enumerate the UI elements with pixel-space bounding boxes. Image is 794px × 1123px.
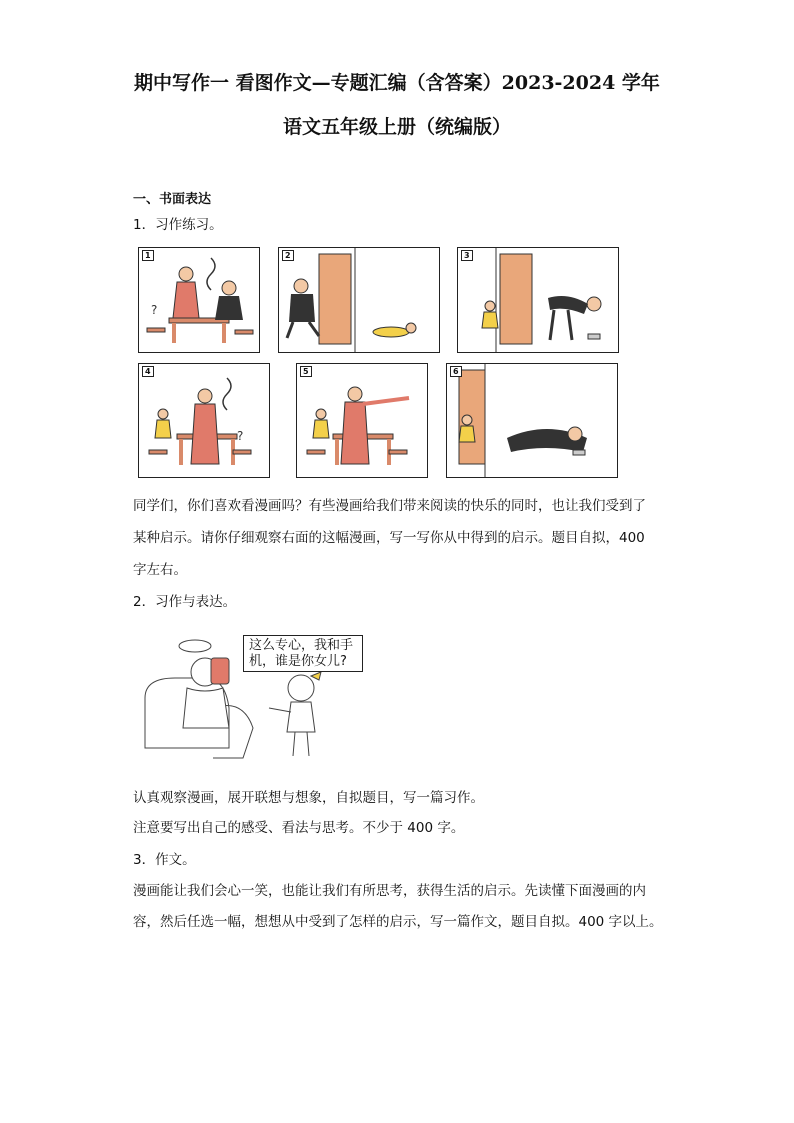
q3-label: 3．作文。 [133, 852, 196, 868]
document-title-line2: 语文五年级上册（统编版） [282, 116, 511, 138]
q1-text-line1: 同学们，你们喜欢看漫画吗？有些漫画给我们带来阅读的快乐的同时，也让我们受到了 [133, 498, 646, 514]
q3-text-line2: 容，然后任选一幅，想想从中受到了怎样的启示，写一篇作文，题目自拟。400 字以上。 [133, 914, 663, 930]
q2-text-line1: 认真观察漫画，展开联想与想象，自拟题目，写一篇习作。 [133, 790, 484, 806]
panel-number: 5 [300, 366, 312, 377]
section-heading: 一、书面表达 [133, 192, 212, 207]
q3-text-line1: 漫画能让我们会心一笑，也能让我们有所思考，获得生活的启示。先读懂下面漫画的内 [133, 883, 646, 899]
q1-label: 1．习作练习。 [133, 217, 223, 233]
speech-bubble-line1: 这么专心，我和手 [249, 638, 354, 653]
panel-number: 3 [461, 250, 473, 261]
comic-panel-1 [138, 247, 260, 353]
panel-number: 4 [142, 366, 154, 377]
q1-text-line2: 某种启示。请你仔细观察右面的这幅漫画，写一写你从中得到的启示。题目自拟，400 [133, 530, 645, 546]
svg-text:?: ? [237, 429, 244, 443]
comic-panel-3 [457, 247, 619, 353]
panel-5-illustration [297, 364, 427, 477]
panel-number: 6 [450, 366, 462, 377]
panel-number: 1 [142, 250, 154, 261]
document-title-line1: 期中写作一 看图作文—专题汇编（含答案）2023-2024 学年 [134, 72, 660, 94]
panel-2-illustration [279, 248, 439, 352]
comic-panel-6 [446, 363, 618, 478]
q1-text-line3: 字左右。 [133, 562, 187, 578]
q2-text-line2: 注意要写出自己的感受、看法与思考。不少于 400 字。 [133, 820, 465, 836]
panel-4-illustration [139, 364, 269, 477]
speech-bubble [243, 635, 363, 672]
panel-1-illustration [139, 248, 259, 352]
panel-3-illustration [458, 248, 618, 352]
q2-label: 2．习作与表达。 [133, 594, 237, 610]
panel-6-illustration [447, 364, 617, 477]
panel-number: 2 [282, 250, 294, 261]
comic-panel-4 [138, 363, 270, 478]
svg-text:?: ? [151, 303, 158, 317]
comic-panel-2 [278, 247, 440, 353]
comic-panel-5 [296, 363, 428, 478]
speech-bubble-line2: 机，谁是你女儿? [249, 654, 347, 669]
